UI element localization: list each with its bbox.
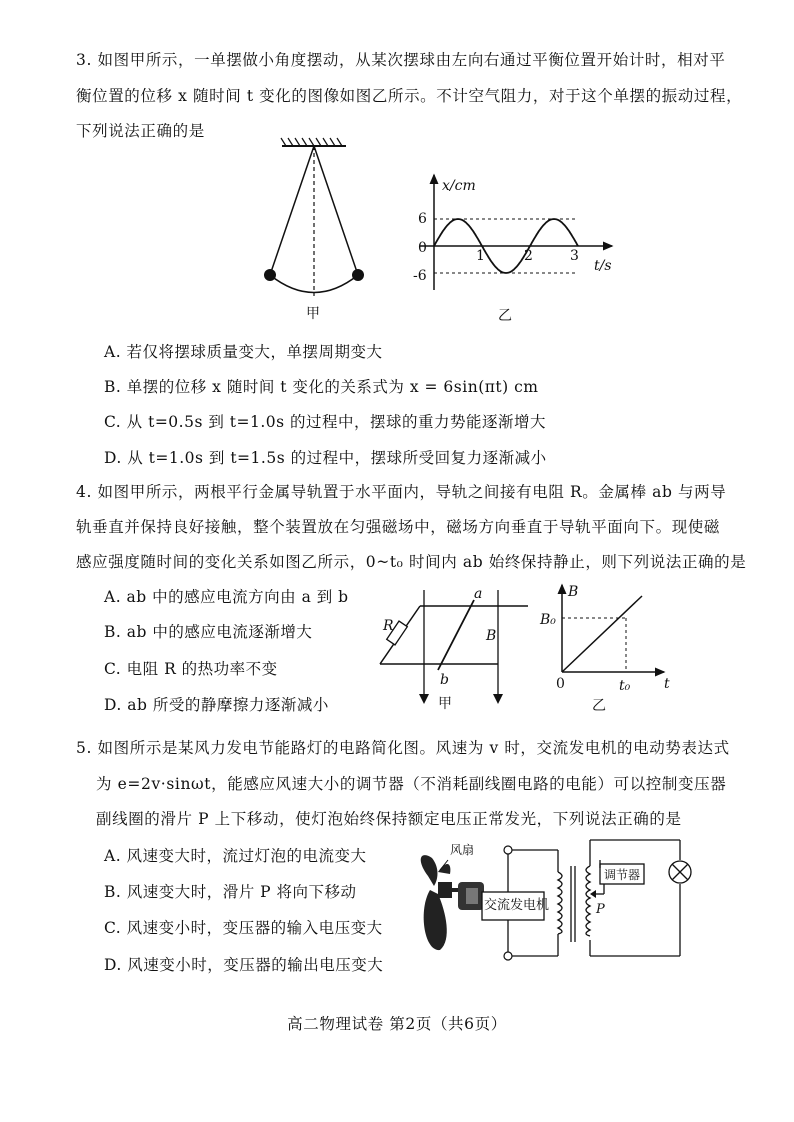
q5-regulator-label: 调节器 (604, 868, 641, 882)
q4-label-b: b (440, 672, 449, 688)
q4-graph-x-label: t (664, 676, 670, 692)
q3-option-c: C. 从 t=0.5s 到 t=1.0s 的过程中，摆球的重力势能逐渐增大 (104, 413, 547, 431)
page-footer: 高二物理试卷 第2页（共6页） (287, 1015, 507, 1033)
q3-graph-x-label: t/s (594, 258, 612, 274)
q3-fig-yi-caption: 乙 (498, 308, 512, 324)
q4-fig-jia-caption: 甲 (438, 696, 452, 712)
q3-graph-x-tick-1: 1 (476, 248, 485, 264)
q3-option-a: A. 若仅将摆球质量变大，单摆周期变大 (104, 343, 383, 361)
fan-icon (421, 855, 438, 886)
q3-option-b: B. 单摆的位移 x 随时间 t 变化的关系式为 x = 6sin(πt) cm (104, 378, 539, 396)
q3-stem-line-3: 下列说法正确的是 (76, 122, 205, 140)
q3-fig-jia-caption: 甲 (306, 306, 320, 322)
q4-label-B: B (486, 628, 497, 644)
q4-stem-line-1: 4. 如图甲所示，两根平行金属导轨置于水平面内，导轨之间接有电阻 R。金属棒 ab 与两导 (76, 483, 727, 501)
q5-stem-line-2: 为 e=2v·sinωt，能感应风速大小的调节器（不消耗副线圈电路的电能）可以控制变压器 (96, 775, 727, 793)
q5-generator-label: 交流发电机 (484, 898, 550, 913)
q3-stem-line-1: 3. 如图甲所示，一单摆做小角度摆动，从某次摆球由左向右通过平衡位置开始计时，相对平 (76, 51, 726, 69)
q3-stem-line-2: 衡位置的位移 x 随时间 t 变化的图像如图乙所示。不计空气阻力，对于这个单摆的振动过程， (76, 87, 743, 105)
q4-option-c: C. 电阻 R 的热功率不变 (104, 660, 278, 678)
q4-graph-y-tick: B₀ (540, 612, 556, 628)
q4-label-a: a (474, 586, 483, 602)
q3-graph-y-tick-6: 6 (418, 211, 427, 227)
q5-stem-line-3: 副线圈的滑片 P 上下移动，使灯泡始终保持额定电压正常发光，下列说法正确的是 (96, 810, 682, 828)
q4-option-a: A. ab 中的感应电流方向由 a 到 b (104, 588, 349, 606)
q3-graph-x-tick-2: 2 (524, 248, 533, 264)
q4-stem-line-3: 感应强度随时间的变化关系如图乙所示，0~t₀ 时间内 ab 始终保持静止，则下列说法正确的是 (76, 553, 747, 571)
q4-fig-yi-caption: 乙 (592, 698, 606, 714)
q4-graph-y-label: B (568, 584, 579, 600)
q5-stem-line-1: 5. 如图所示是某风力发电节能路灯的电路简化图。风速为 v 时，交流发电机的电动势表达式 (76, 739, 730, 757)
q3-graph-y-label: x/cm (442, 178, 476, 194)
q5-option-d: D. 风速变小时，变压器的输出电压变大 (104, 956, 384, 974)
q4-stem-line-2: 轨垂直并保持良好接触，整个装置放在匀强磁场中，磁场方向垂直于导轨平面向下。现使磁 (76, 518, 721, 536)
q4-label-R: R (383, 618, 394, 634)
q4-option-d: D. ab 所受的静摩擦力逐渐减小 (104, 696, 329, 714)
q3-graph-y-tick-0: 0 (418, 240, 427, 256)
q5-option-b: B. 风速变大时，滑片 P 将向下移动 (104, 883, 357, 901)
q3-option-d: D. 从 t=1.0s 到 t=1.5s 的过程中，摆球所受回复力逐渐减小 (104, 449, 547, 467)
q3-graph-y-tick-neg6: -6 (413, 268, 427, 284)
q5-option-a: A. 风速变大时，流过灯泡的电流变大 (104, 847, 367, 865)
q5-fan-label: 风扇 (450, 843, 475, 857)
q4-option-b: B. ab 中的感应电流逐渐增大 (104, 623, 313, 641)
q4-graph-origin: 0 (556, 676, 565, 692)
q5-option-c: C. 风速变小时，变压器的输入电压变大 (104, 919, 383, 937)
q3-graph-x-tick-3: 3 (570, 248, 579, 264)
q5-slider-label: P (596, 902, 605, 917)
q4-graph-x-tick: t₀ (619, 678, 631, 694)
